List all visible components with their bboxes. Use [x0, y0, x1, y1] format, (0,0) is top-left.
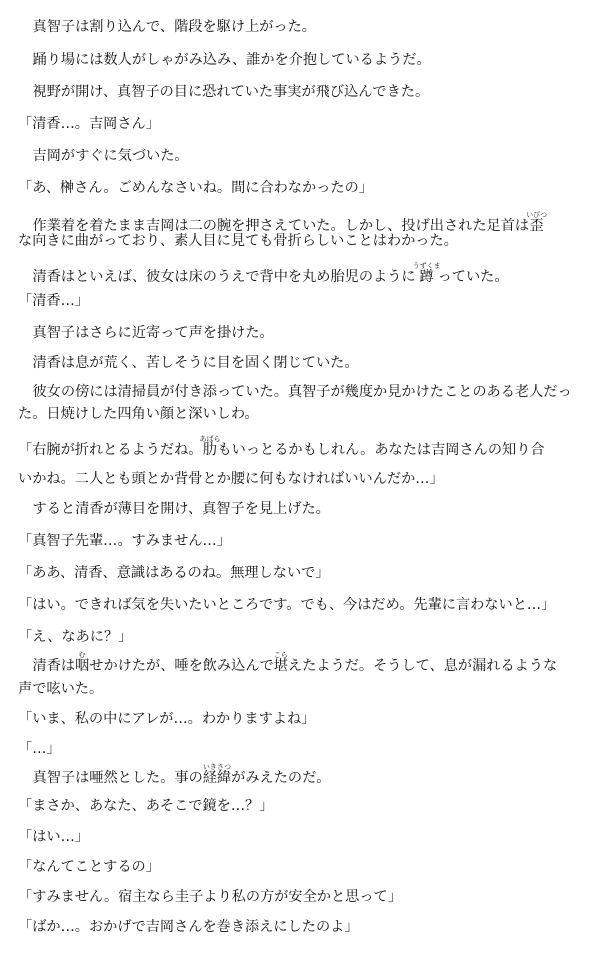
ruby-annotation: 蹲うずくま — [412, 262, 441, 285]
text-line: 清香はといえば、彼女は床のうえで背中を丸め胎児のように蹲うずくまっていた。 — [32, 262, 509, 285]
text-line: 「なんてことするの」 — [18, 859, 160, 875]
text-line: すると清香が薄目を開け、真智子を見上げた。 — [32, 501, 330, 517]
text-line: 彼女の傍には清掃員が付き添っていた。真智子が幾度か見かけたことのある老人だっ — [32, 384, 572, 400]
text-line: 真智子は唖然とした。事の経緯いきさつがみえたのだ。 — [32, 763, 331, 786]
text-line: な向きに曲がっており、素人目に見ても骨折らしいことはわかった。 — [18, 233, 458, 249]
text-line: 吉岡がすぐに気づいた。 — [32, 148, 189, 164]
text-line: 「…」 — [18, 741, 61, 757]
text-line: 「真智子先輩…。すみません…」 — [18, 533, 231, 549]
ruby-annotation: 経緯いきさつ — [202, 763, 232, 786]
text-line: いかね。二人とも頭とか背骨とか腰に何もなければいいんだか…」 — [18, 471, 444, 487]
text-line: 「清香…。吉岡さん」 — [18, 116, 160, 132]
text-line: 「はい…」 — [18, 829, 89, 845]
text-line: 「ああ、清香、意識はあるのね。無理しないで」 — [18, 565, 330, 581]
text-line: 「あ、榊さん。ごめんなさいね。間に合わなかったの」 — [18, 180, 373, 196]
text-line: 真智子は割り込んで、階段を駆け上がった。 — [32, 19, 316, 35]
ruby-annotation: 歪いびつ — [526, 211, 548, 234]
text-line: 真智子はさらに近寄って声を掛けた。 — [32, 325, 274, 341]
text-line: 「ばか…。おかげで吉岡さんを巻き添えにしたのよ」 — [18, 919, 359, 935]
text-line: た。日焼けした四角い顔と深いしわ。 — [18, 406, 259, 422]
text-line: 「清香…」 — [18, 293, 89, 309]
text-line: 視野が開け、真智子の目に恐れていた事実が飛び込んできた。 — [32, 84, 430, 100]
text-line: 「え、なあに？」 — [18, 629, 133, 645]
text-line: 「すみません。宿主なら圭子より私の方が安全かと思って」 — [18, 889, 402, 905]
text-line: 「はい。できれば気を失いたいところです。でも、今はだめ。先輩に言わないと…」 — [18, 597, 556, 613]
ruby-annotation: 堪こら — [273, 651, 288, 674]
ruby-annotation: 咽む — [75, 651, 90, 674]
text-line: 清香は咽むせかけたが、唾を飲み込んで堪こらえたようだ。そうして、息が漏れるような — [32, 651, 558, 674]
text-line: 「いま、私の中にアレが…。わかりますよね」 — [18, 711, 316, 727]
text-line: 「まさか、あなた、あそこで鏡を…？」 — [18, 798, 274, 814]
text-line: 踊り場には数人がしゃがみ込み、誰かを介抱しているようだ。 — [32, 52, 431, 68]
text-line: 「右腕が折れとるようだね。肋あばらもいっとるかもしれん。あなたは吉岡さんの知り合 — [18, 435, 545, 458]
text-line: 清香は息が荒く、苦しそうに目を固く閉じていた。 — [32, 355, 359, 371]
text-line: 声で呟いた。 — [18, 681, 104, 697]
text-line: 作業着を着たまま吉岡は二の腕を押さえていた。しかし、投げ出された足首は歪いびつ — [32, 211, 548, 234]
ruby-annotation: 肋あばら — [199, 435, 221, 458]
